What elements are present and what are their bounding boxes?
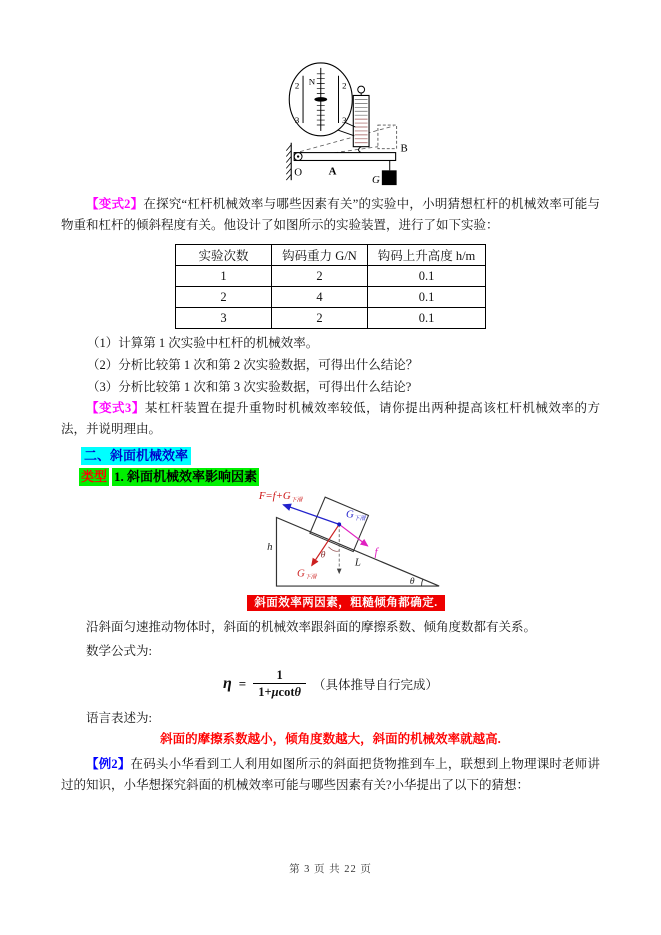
table-cell: 1 [176, 266, 272, 287]
table-cell: 3 [176, 308, 272, 329]
table-cell: 0.1 [368, 266, 486, 287]
variant3-paragraph [61, 398, 600, 440]
scale-reading-right-upper: 2 [342, 80, 347, 91]
scale-pointer [314, 97, 327, 102]
point-b-label: B [400, 142, 408, 155]
variant3-marker: 【变式3】 [86, 401, 145, 415]
formula-note: （具体推导自行完成） [312, 678, 438, 692]
den-mu: μ [271, 684, 279, 699]
question-3: （3）分析比较第 1 次和第 3 次实验数据，可得出什么结论? [87, 380, 412, 394]
table-row [176, 266, 486, 287]
formula-fraction [253, 668, 306, 701]
weight-block [382, 170, 397, 185]
theta-base-arc [422, 579, 423, 586]
den-cot: cot [278, 684, 295, 699]
lever-experiment-figure [283, 60, 461, 192]
lever-beam [294, 153, 395, 161]
weight-g-label: G [372, 174, 380, 187]
scale-reading-right-lower: 3 [342, 115, 347, 126]
variant3-text: 某杠杆装置在提升重物时机械效率较低，请你提出两种提高该杠杆机械效率的方法，并说明理由。 [61, 401, 600, 436]
gravity-component-arrow [312, 524, 339, 565]
height-label: h [267, 540, 273, 553]
table-header-trials: 实验次数 [176, 245, 272, 266]
variant2-marker: 【变式2】 [86, 197, 144, 211]
force-equation-label [258, 490, 304, 503]
type1-heading [79, 468, 600, 486]
slope-paragraph: 沿斜面匀速推动物体时，斜面的机械效率跟斜面的摩擦系数、倾角度数都有关系。 [86, 620, 537, 634]
example2-text: 在码头小华看到工人利用如图所示的斜面把货物推到车上，联想到上物理课时老师讲过的知识，小华想探究斜面的机械效率可能与哪些因素有关?小华提出了以下的猜想： [61, 757, 600, 792]
scale-unit-label: N [308, 76, 316, 87]
mnemonic-banner: 斜面效率两因素，粗糙倾角都确定. [247, 595, 445, 611]
g-along-main: G [346, 508, 354, 521]
length-label: L [354, 556, 361, 569]
question-1: （1）计算第 1 次实验中杠杆的机械效率。 [87, 336, 319, 350]
question-list [61, 332, 600, 398]
example2-marker: 【例2】 [86, 757, 131, 771]
type1-prefix: 类型 [81, 469, 108, 484]
point-a-label: A [328, 165, 337, 178]
formula-equals: = [238, 676, 247, 691]
pivot-dot [297, 155, 299, 157]
table-header-weight: 钩码重力 G/N [272, 245, 368, 266]
force-label-sub: 下滑 [290, 497, 303, 504]
block-center-dot [337, 522, 341, 526]
applied-force-arrow [283, 505, 339, 525]
g-down-sub: 下滑 [304, 574, 317, 581]
table-row [176, 308, 486, 329]
table-cell: 2 [272, 308, 368, 329]
scale-hook [359, 147, 362, 153]
type1-title: 1. 斜面机械效率影响因素 [114, 469, 258, 484]
variant2-paragraph [61, 194, 600, 236]
formula-intro: 数学公式为: [86, 644, 152, 658]
incline-figure-canvas [251, 488, 447, 594]
den-theta: θ [294, 684, 301, 699]
theta-block-label: θ [320, 549, 326, 561]
theta-base-label: θ [409, 576, 415, 588]
statement-intro: 语言表述为: [86, 711, 152, 725]
formula-eta: η [222, 675, 232, 692]
page-footer: 第 3 页 共 22 页 [289, 864, 372, 875]
force-label-main: F=f+G [258, 489, 291, 502]
g-along-sub: 下滑 [353, 515, 366, 522]
example2-paragraph [61, 754, 600, 796]
table-cell: 4 [272, 287, 368, 308]
spring-scale [353, 86, 369, 152]
friction-label: f [374, 545, 378, 559]
formula-denominator [253, 683, 306, 701]
scale-magnifier-callout [289, 63, 355, 136]
experiment-table [175, 244, 486, 329]
table-row [176, 287, 486, 308]
point-o-label: O [294, 166, 303, 179]
scale-reading-left-lower: 3 [294, 115, 300, 126]
section2-title: 二、斜面机械效率 [81, 447, 191, 465]
g-down-main: G [297, 567, 305, 580]
theta-block-arc [328, 547, 339, 551]
lever-figure-canvas [283, 60, 461, 192]
scale-reading-left-upper: 2 [294, 80, 300, 91]
table-header-row [176, 245, 486, 266]
formula-numerator: 1 [276, 667, 283, 682]
table-cell: 0.1 [368, 287, 486, 308]
incline-figure [251, 488, 447, 594]
section2-heading [81, 447, 600, 465]
table-cell: 0.1 [368, 308, 486, 329]
table-header-height: 钩码上升高度 h/m [368, 245, 486, 266]
den-one-plus: 1+ [258, 684, 272, 699]
efficiency-formula [61, 663, 600, 705]
question-2: （2）分析比较第 1 次和第 2 次实验数据，可得出什么结论？ [87, 358, 419, 372]
table-cell: 2 [176, 287, 272, 308]
variant2-text: 在探究“杠杆机械效率与哪些因素有关”的实验中，小明猜想杠杆的机械效率可能与物重和杠杆的倾斜程度有关。他设计了如图所示的实验装置，进行了如下实验： [61, 197, 600, 232]
table-cell: 2 [272, 266, 368, 287]
g-down-label [297, 567, 318, 580]
red-statement: 斜面的摩擦系数越小，倾角度数越大，斜面的机械效率就越高. [160, 732, 501, 746]
wall-and-pivot [286, 143, 291, 180]
